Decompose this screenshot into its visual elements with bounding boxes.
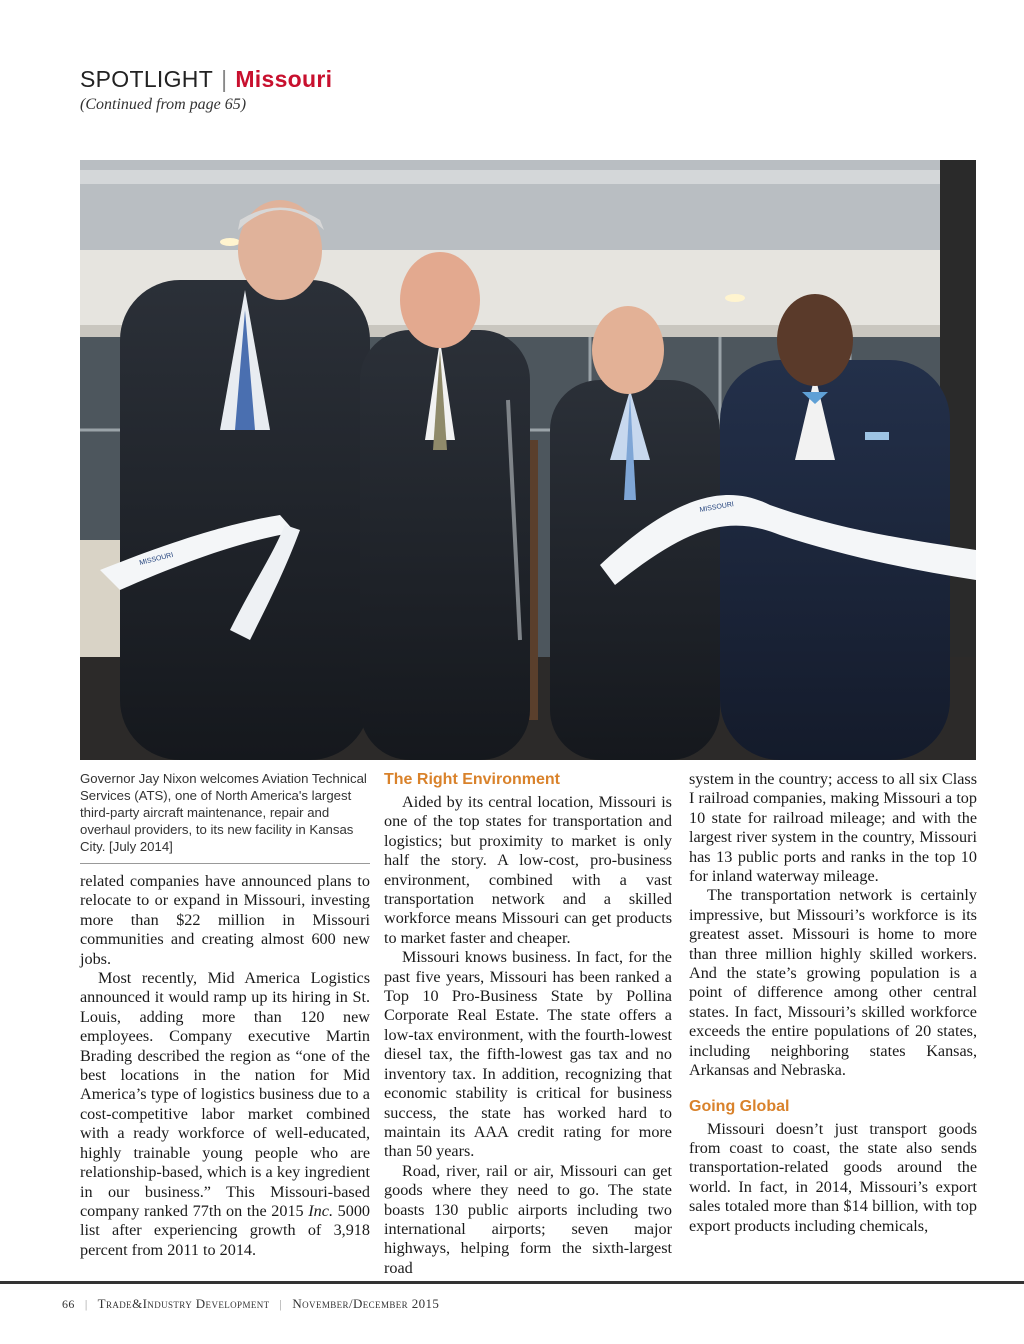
photo-illustration [80,160,976,760]
ribbon-label-left: MISSOURI [138,551,175,567]
section-label: SPOTLIGHT [80,66,214,92]
column-1 [80,770,370,1260]
header-line [80,64,332,94]
canopy-light [725,294,745,302]
issue-date: November/December 2015 [292,1296,440,1311]
col1-paragraph-1: related companies have announced plans to relocate to or expand in Missouri, investing more than $22 million in Missouri communities and creating almost 600 new jobs. [80,872,370,968]
page-header [80,64,332,114]
photo-caption: Governor Jay Nixon welcomes Aviation Technical Services (ATS), one of North America's largest third-party aircraft maintenance, repair and overhaul providers, to its new facility in Kansas City. [July 2014] [80,770,370,864]
state-title: Missouri [235,66,333,92]
page-number: 66 [62,1297,75,1311]
publication-name: Trade&Industry Development [97,1296,270,1311]
header-divider: | [221,66,228,92]
footer-rule [0,1281,1024,1284]
continued-note: (Continued from page 65) [80,96,247,113]
page-footer [62,1296,439,1312]
building-band [80,170,976,184]
column-2 [384,770,672,1278]
col1-paragraph-2 [80,969,370,1260]
heading-right-environment: The Right Environment [384,771,560,788]
col3-paragraph-2: The transportation network is certainly impressive, but Missouri’s workforce is its greatest asset. Missouri is home to more than three million highly skilled workers. And the state’s growing population is a point of difference among other central states. In fact, Missouri’s skilled workforce exceeds the entire populations of 20 states, including neighboring states Kansas, Arkansas and Nebraska. [689,886,977,1080]
col1-p2-text-a: Most recently, Mid America Logistics announced it would ramp up its hiring in St. Louis, adding more than 120 new employees. Company executive Martin Brading described the region as “one of the best locations in the nation for Mid America’s type of logistics business due to a cost-competitive labor market combined with a ready workforce of well-educated, highly trainable young people who are relationship-based, which is a key ingredient in our business.” This Missouri-based company ranked 77th on the 2015 [80,969,370,1220]
footer-divider: | [84,1297,88,1311]
col2-paragraph-2: Missouri knows business. In fact, for the past five years, Missouri has been ranked a Top 10 Pro-Business State by Pollina Corporate Real Estate. The state offers a low-tax environment, with the fourth-lowest diesel tax, the fifth-lowest gas tax and no inventory tax. In addition, recognizing that economic stability is critical for business success, the state has worked hard to maintain its AAA credit rating for more than 50 years. [384,948,672,1161]
ribbon-label-right: MISSOURI [699,501,735,514]
heading-going-global: Going Global [689,1097,790,1115]
col2-paragraph-3: Road, river, rail or air, Missouri can get goods where they need to go. The state boasts 130 public airports including two international airports; seven major highways, helping form the sixth-largest road [384,1161,672,1277]
column-3 [689,770,977,1236]
col1-p2-text-b: 5000 list after experiencing growth of 3,918 percent from 2011 to 2014. [80,1201,371,1259]
col2-paragraph-1: Aided by its central location, Missouri is one of the top states for transportation and logistics; but proximity to market is only half the story. A low-cost, pro-business environment, combined with a vast transportation network and a skilled workforce means Missouri can get products to market faster and cheaper. [384,793,672,947]
col3-paragraph-3: Missouri doesn’t just transport goods from coast to coast, the state also sends transportation-related goods around the world. In fact, in 2014, Missouri’s export sales totaled more than $14 billion, with top export products including chemicals, [689,1119,977,1235]
col3-paragraph-1: system in the country; access to all six Class I railroad companies, making Missouri a top 10 state for railroad mileage; and with the largest river system in the country, Missouri has 13 public ports and ranks in the top 10 for inland waterway mileage. [689,770,977,886]
canopy-light [220,238,240,246]
footer-divider: | [279,1297,283,1311]
ribbon-cutting-photo [80,160,976,760]
col1-p2-inc: Inc. [308,1201,333,1220]
